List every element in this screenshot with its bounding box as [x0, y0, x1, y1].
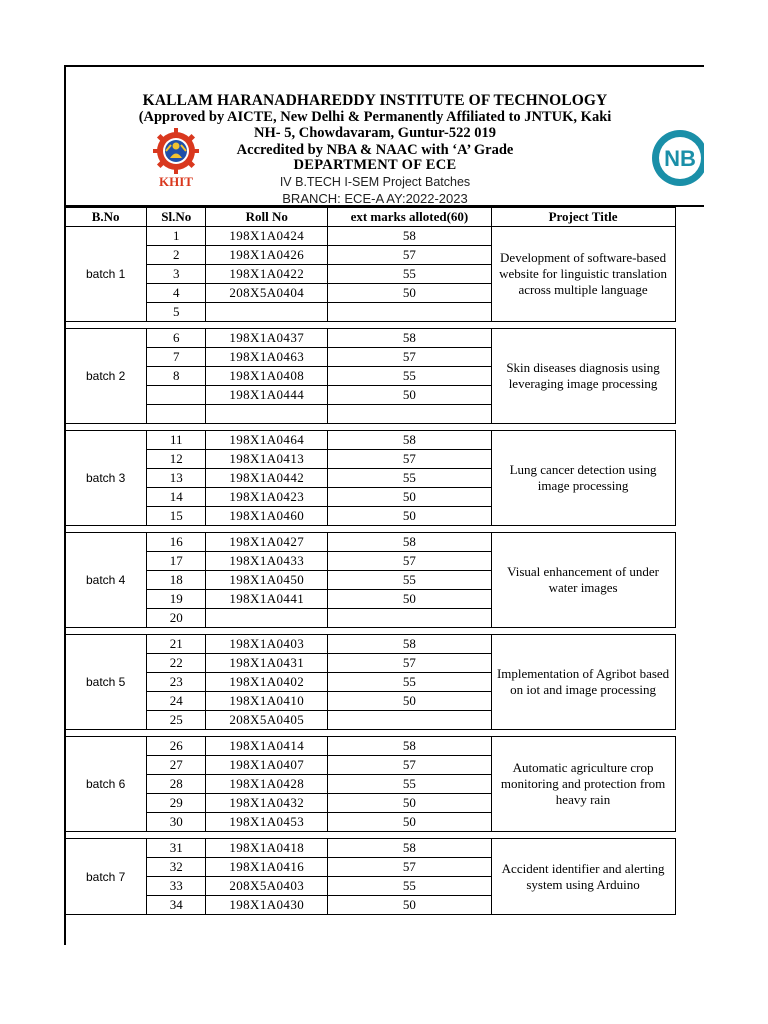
- roll-number-cell: 208X5A0405: [206, 711, 328, 730]
- marks-cell: [328, 609, 491, 628]
- spacer-cell: [65, 832, 147, 839]
- marks-cell: 50: [328, 386, 491, 405]
- batch-spacer-row: [65, 424, 705, 431]
- column-header-bno: B.No: [65, 208, 147, 227]
- roll-number-cell: 198X1A0423: [206, 488, 328, 507]
- serial-number-cell: 15: [147, 507, 206, 526]
- roll-number-cell: [206, 405, 328, 424]
- serial-number-cell: 11: [147, 431, 206, 450]
- spacer-cell: [147, 526, 206, 533]
- marks-cell: 55: [328, 265, 491, 284]
- batch-name-cell: batch 3: [65, 431, 147, 526]
- svg-text:NB: NB: [664, 146, 696, 171]
- roll-number-cell: 208X5A0403: [206, 877, 328, 896]
- marks-cell: 57: [328, 246, 491, 265]
- roll-number-cell: 198X1A0430: [206, 896, 328, 915]
- roll-number-cell: 198X1A0433: [206, 552, 328, 571]
- roll-number-cell: 198X1A0428: [206, 775, 328, 794]
- serial-number-cell: 33: [147, 877, 206, 896]
- serial-number-cell: 14: [147, 488, 206, 507]
- marks-cell: 55: [328, 775, 491, 794]
- roll-number-cell: 198X1A0416: [206, 858, 328, 877]
- marks-cell: 55: [328, 673, 491, 692]
- project-title-cell: Visual enhancement of under water images: [491, 533, 675, 628]
- serial-number-cell: 32: [147, 858, 206, 877]
- marks-cell: 50: [328, 284, 491, 303]
- branch-line: BRANCH: ECE-A AY:2022-2023: [282, 191, 468, 206]
- serial-number-cell: 8: [147, 367, 206, 386]
- roll-number-cell: 198X1A0424: [206, 227, 328, 246]
- roll-number-cell: 198X1A0414: [206, 737, 328, 756]
- column-header-title: Project Title: [491, 208, 675, 227]
- roll-number-cell: 198X1A0410: [206, 692, 328, 711]
- column-header-marks: ext marks alloted(60): [328, 208, 491, 227]
- spacer-cell: [675, 832, 704, 839]
- table-row: [65, 839, 705, 858]
- marks-cell: [328, 303, 491, 322]
- roll-number-cell: 198X1A0402: [206, 673, 328, 692]
- marks-cell: 55: [328, 469, 491, 488]
- roll-number-cell: 198X1A0422: [206, 265, 328, 284]
- empty-cell: [675, 431, 704, 526]
- marks-cell: 58: [328, 329, 491, 348]
- batch-spacer-row: [65, 730, 705, 737]
- roll-number-cell: 198X1A0444: [206, 386, 328, 405]
- spacer-cell: [675, 322, 704, 329]
- empty-cell: [675, 329, 704, 424]
- marks-cell: [328, 405, 491, 424]
- batch-spacer-row: [65, 832, 705, 839]
- roll-number-cell: 198X1A0463: [206, 348, 328, 367]
- empty-column: [675, 208, 704, 227]
- marks-cell: 58: [328, 737, 491, 756]
- marks-cell: 58: [328, 533, 491, 552]
- serial-number-cell: 28: [147, 775, 206, 794]
- khit-logo-icon: [146, 127, 206, 189]
- roll-number-cell: 198X1A0408: [206, 367, 328, 386]
- table-body: [65, 227, 705, 915]
- batch-spacer-row: [65, 322, 705, 329]
- marks-cell: 57: [328, 348, 491, 367]
- serial-number-cell: 24: [147, 692, 206, 711]
- serial-number-cell: 26: [147, 737, 206, 756]
- table-header-row: [65, 208, 705, 227]
- batch-spacer-row: [65, 526, 705, 533]
- roll-number-cell: 198X1A0426: [206, 246, 328, 265]
- marks-cell: 50: [328, 813, 491, 832]
- roll-number-cell: 198X1A0427: [206, 533, 328, 552]
- approval-line: (Approved by AICTE, New Delhi & Permanently Affiliated to JNTUK, Kaki: [138, 109, 612, 125]
- spacer-cell: [675, 628, 704, 635]
- project-title-cell: Development of software-based website for linguistic translation across multiple language: [491, 227, 675, 322]
- marks-cell: 50: [328, 507, 491, 526]
- empty-cell: [675, 227, 704, 322]
- serial-number-cell: 13: [147, 469, 206, 488]
- table-row: [65, 737, 705, 756]
- serial-number-cell: 23: [147, 673, 206, 692]
- spacer-cell: [328, 322, 491, 329]
- institute-name: KALLAM HARANADHAREDDY INSTITUTE OF TECHNOLOGY: [142, 92, 608, 109]
- address-line: NH- 5, Chowdavaram, Guntur-522 019: [254, 125, 496, 141]
- spacer-cell: [65, 424, 147, 431]
- spacer-cell: [675, 424, 704, 431]
- department-title: DEPARTMENT OF ECE: [293, 157, 457, 173]
- serial-number-cell: 19: [147, 590, 206, 609]
- empty-cell: [675, 635, 704, 730]
- serial-number-cell: 25: [147, 711, 206, 730]
- serial-number-cell: 2: [147, 246, 206, 265]
- marks-cell: 55: [328, 571, 491, 590]
- spacer-cell: [206, 628, 328, 635]
- roll-number-cell: 198X1A0418: [206, 839, 328, 858]
- nba-logo-icon: [650, 128, 704, 188]
- batch-name-cell: batch 1: [65, 227, 147, 322]
- serial-number-cell: 5: [147, 303, 206, 322]
- project-title-cell: Lung cancer detection using image processing: [491, 431, 675, 526]
- spacer-cell: [328, 424, 491, 431]
- marks-cell: 50: [328, 590, 491, 609]
- serial-number-cell: 6: [147, 329, 206, 348]
- project-title-cell: Skin diseases diagnosis using leveraging image processing: [491, 329, 675, 424]
- serial-number-cell: 12: [147, 450, 206, 469]
- roll-number-cell: 208X5A0404: [206, 284, 328, 303]
- marks-cell: 50: [328, 794, 491, 813]
- serial-number-cell: 17: [147, 552, 206, 571]
- semester-line: IV B.TECH I-SEM Project Batches: [279, 175, 471, 189]
- marks-cell: 55: [328, 367, 491, 386]
- spacer-cell: [65, 322, 147, 329]
- batch-name-cell: batch 7: [65, 839, 147, 915]
- spacer-cell: [206, 424, 328, 431]
- spacer-cell: [65, 526, 147, 533]
- spacer-cell: [491, 628, 675, 635]
- marks-cell: 57: [328, 654, 491, 673]
- roll-number-cell: 198X1A0437: [206, 329, 328, 348]
- serial-number-cell: 34: [147, 896, 206, 915]
- roll-number-cell: 198X1A0432: [206, 794, 328, 813]
- spacer-cell: [491, 526, 675, 533]
- table-row: [65, 635, 705, 654]
- spacer-cell: [328, 832, 491, 839]
- project-title-cell: Automatic agriculture crop monitoring and protection from heavy rain: [491, 737, 675, 832]
- serial-number-cell: 20: [147, 609, 206, 628]
- spacer-cell: [328, 628, 491, 635]
- column-header-rollno: Roll No: [206, 208, 328, 227]
- roll-number-cell: 198X1A0442: [206, 469, 328, 488]
- marks-cell: 58: [328, 227, 491, 246]
- spacer-cell: [147, 322, 206, 329]
- spacer-cell: [491, 832, 675, 839]
- spacer-cell: [206, 322, 328, 329]
- spacer-cell: [328, 526, 491, 533]
- marks-cell: 50: [328, 488, 491, 507]
- marks-cell: 58: [328, 431, 491, 450]
- spacer-cell: [147, 628, 206, 635]
- project-title-cell: Implementation of Agribot based on iot and image processing: [491, 635, 675, 730]
- serial-number-cell: 27: [147, 756, 206, 775]
- roll-number-cell: 198X1A0431: [206, 654, 328, 673]
- spacer-cell: [65, 730, 147, 737]
- spacer-cell: [147, 424, 206, 431]
- spacer-cell: [491, 424, 675, 431]
- serial-number-cell: 21: [147, 635, 206, 654]
- marks-cell: [328, 711, 491, 730]
- marks-cell: 57: [328, 858, 491, 877]
- serial-number-cell: 30: [147, 813, 206, 832]
- empty-cell: [675, 533, 704, 628]
- serial-number-cell: 1: [147, 227, 206, 246]
- roll-number-cell: 198X1A0460: [206, 507, 328, 526]
- batch-name-cell: batch 2: [65, 329, 147, 424]
- serial-number-cell: 22: [147, 654, 206, 673]
- marks-cell: 50: [328, 692, 491, 711]
- batch-name-cell: batch 6: [65, 737, 147, 832]
- marks-cell: 58: [328, 635, 491, 654]
- serial-number-cell: [147, 386, 206, 405]
- marks-cell: 57: [328, 756, 491, 775]
- spacer-cell: [675, 526, 704, 533]
- roll-number-cell: 198X1A0450: [206, 571, 328, 590]
- batch-spacer-row: [65, 628, 705, 635]
- spacer-cell: [491, 730, 675, 737]
- table-row: [65, 533, 705, 552]
- spreadsheet-sheet: [64, 65, 704, 945]
- roll-number-cell: [206, 609, 328, 628]
- project-batches-table: [64, 207, 704, 915]
- spacer-cell: [206, 526, 328, 533]
- marks-cell: 57: [328, 552, 491, 571]
- roll-number-cell: 198X1A0413: [206, 450, 328, 469]
- spacer-cell: [206, 730, 328, 737]
- empty-cell: [675, 737, 704, 832]
- spacer-cell: [147, 832, 206, 839]
- marks-cell: 55: [328, 877, 491, 896]
- serial-number-cell: 31: [147, 839, 206, 858]
- roll-number-cell: 198X1A0407: [206, 756, 328, 775]
- marks-cell: 50: [328, 896, 491, 915]
- accreditation-line: Accredited by NBA & NAAC with ‘A’ Grade: [236, 142, 514, 158]
- table-row: [65, 431, 705, 450]
- roll-number-cell: [206, 303, 328, 322]
- serial-number-cell: 18: [147, 571, 206, 590]
- serial-number-cell: [147, 405, 206, 424]
- serial-number-cell: 29: [147, 794, 206, 813]
- roll-number-cell: 198X1A0453: [206, 813, 328, 832]
- serial-number-cell: 7: [147, 348, 206, 367]
- spacer-cell: [675, 730, 704, 737]
- marks-cell: 57: [328, 450, 491, 469]
- svg-text:KHIT: KHIT: [159, 174, 193, 189]
- spacer-cell: [491, 322, 675, 329]
- batch-name-cell: batch 5: [65, 635, 147, 730]
- column-header-slno: Sl.No: [147, 208, 206, 227]
- project-title-cell: Accident identifier and alerting system using Arduino: [491, 839, 675, 915]
- spacer-cell: [206, 832, 328, 839]
- serial-number-cell: 3: [147, 265, 206, 284]
- spacer-cell: [147, 730, 206, 737]
- empty-cell: [675, 839, 704, 915]
- batch-name-cell: batch 4: [65, 533, 147, 628]
- roll-number-cell: 198X1A0403: [206, 635, 328, 654]
- marks-cell: 58: [328, 839, 491, 858]
- roll-number-cell: 198X1A0441: [206, 590, 328, 609]
- table-row: [65, 227, 705, 246]
- spacer-cell: [65, 628, 147, 635]
- table-row: [65, 329, 705, 348]
- serial-number-cell: 16: [147, 533, 206, 552]
- spacer-cell: [328, 730, 491, 737]
- serial-number-cell: 4: [147, 284, 206, 303]
- roll-number-cell: 198X1A0464: [206, 431, 328, 450]
